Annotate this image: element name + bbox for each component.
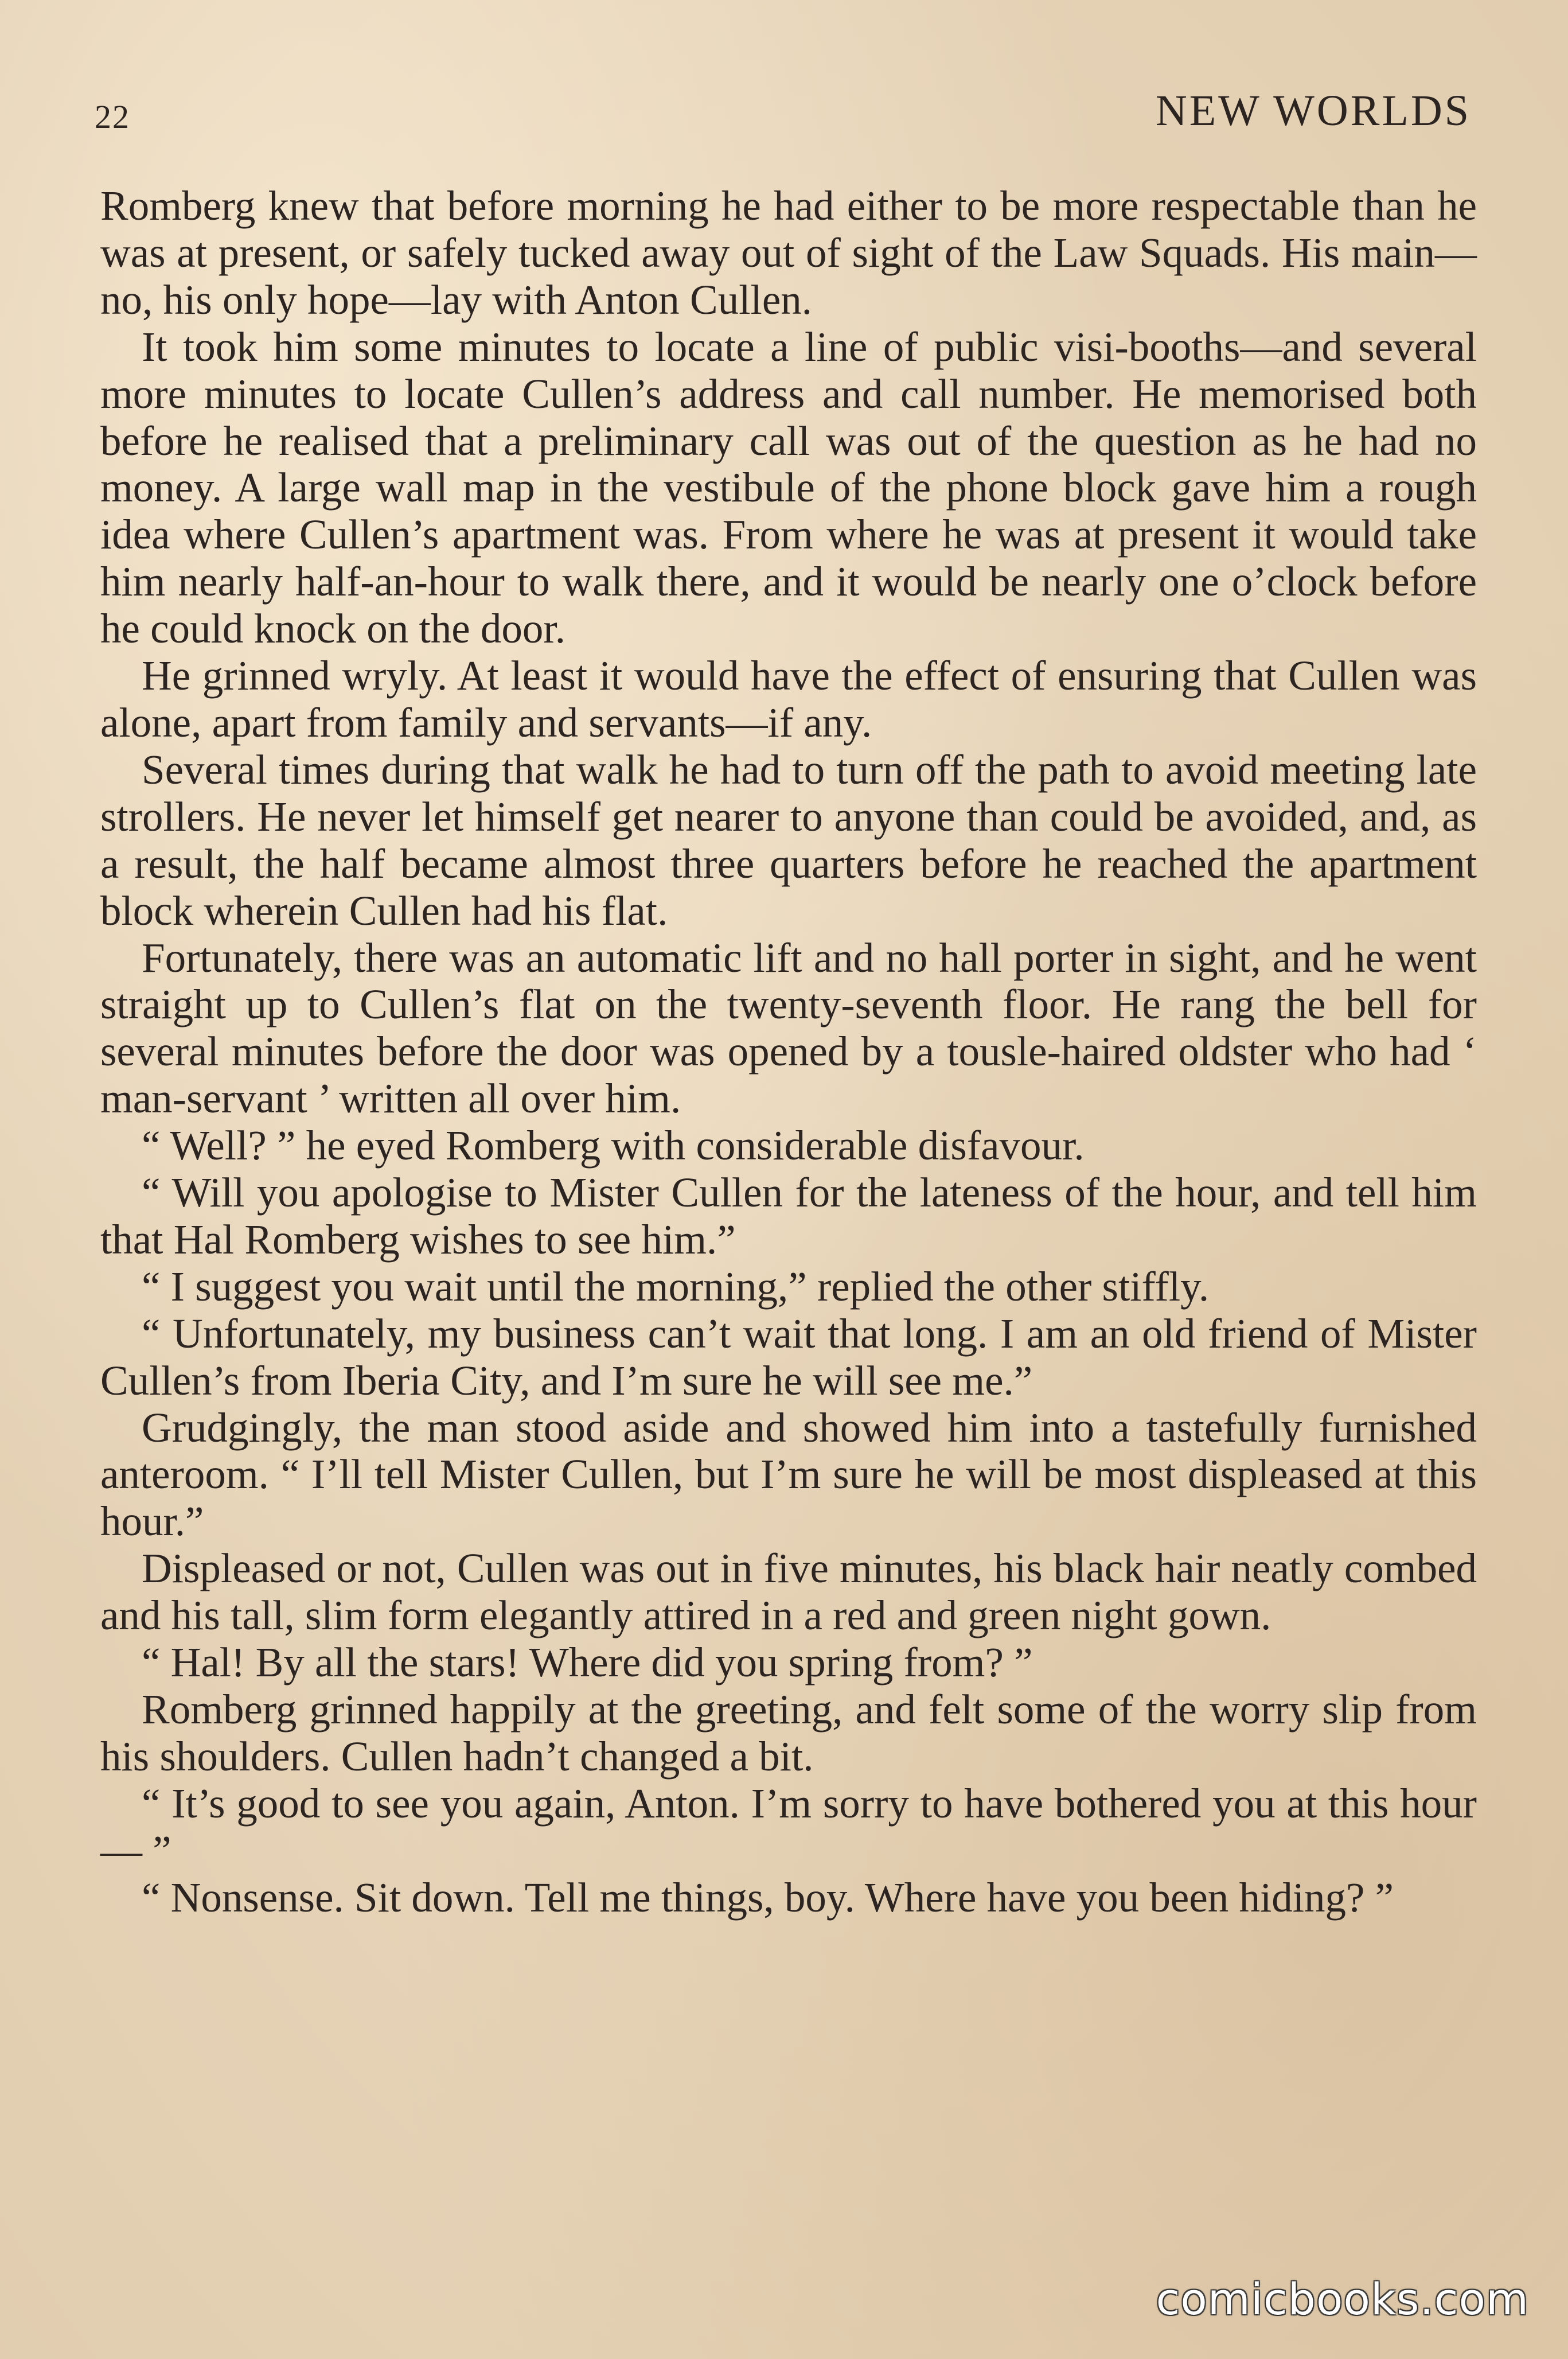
dialogue-paragraph: “ Well? ” he eyed Romberg with considerable disfavour. — [142, 1122, 1085, 1169]
paragraph: Grudgingly, the man stood aside and showed him into a tastefully furnished anteroom. “ I’ll tell Mister Cullen, but I’m sure he will be most displeased at this hour.” — [100, 1404, 1477, 1545]
dialogue-paragraph: “ Nonsense. Sit down. Tell me things, boy. Where have you been hiding? ” — [142, 1874, 1394, 1921]
body-text — [100, 182, 1477, 1921]
paragraph: Romberg knew that before morning he had either to be more respectable than he was at present, or safely tucked away out of sight of the Law Squads. His main—no, his only hope—lay with Anton Cullen. — [100, 182, 1477, 323]
paragraph: It took him some minutes to locate a line of public visi-booths—and several more minutes to locate Cullen’s address and call number. He memorised both before he realised that a preliminary call was out of the question as he had no money. A large wall map in the vestibule of the phone block gave him a rough idea where Cullen’s apartment was. From where he was at present it would take him nearly half-an-hour to walk there, and it would be nearly one o’clock before he could knock on the door. — [100, 323, 1477, 652]
paragraph: Several times during that walk he had to turn off the path to avoid meeting late strollers. He never let himself get nearer to anyone than could be avoided, and, as a result, the half became almost three quarters before he reached the apartment block wherein Cullen had his flat. — [100, 746, 1477, 934]
dialogue-paragraph: “ I suggest you wait until the morning,” replied the other stiffly. — [142, 1263, 1210, 1310]
paragraph: He grinned wryly. At least it would have the effect of ensuring that Cullen was alone, apart from family and servants—if any. — [100, 652, 1477, 746]
dialogue-paragraph: “ Hal! By all the stars! Where did you spring from? ” — [142, 1639, 1033, 1686]
paragraph: Romberg grinned happily at the greeting, and felt some of the worry slip from his shoulders. Cullen hadn’t changed a bit. — [100, 1686, 1477, 1780]
running-head: NEW WORLDS — [1155, 87, 1471, 135]
dialogue-paragraph: “ Unfortunately, my business can’t wait that long. I am an old friend of Mister Cullen’s from Iberia City, and I’m sure he will see me.” — [100, 1310, 1477, 1404]
dialogue-paragraph: “ It’s good to see you again, Anton. I’m sorry to have bothered you at this hour— ” — [100, 1780, 1477, 1874]
paragraph: Fortunately, there was an automatic lift and no hall porter in sight, and he went straight up to Cullen’s flat on the twenty-seventh floor. He rang the bell for several minutes before the door was opened by a tousle-haired oldster who had ‘ man-servant ’ written all over him. — [100, 934, 1477, 1122]
page-number: 22 — [95, 98, 130, 135]
dialogue-paragraph: “ Will you apologise to Mister Cullen for the lateness of the hour, and tell him that Hal Romberg wishes to see him.” — [100, 1169, 1477, 1263]
page-header — [95, 86, 1471, 149]
paragraph: Displeased or not, Cullen was out in five minutes, his black hair neatly combed and his tall, slim form elegantly attired in a red and green night gown. — [100, 1545, 1477, 1639]
watermark: comicbooks.com — [1156, 2274, 1529, 2325]
